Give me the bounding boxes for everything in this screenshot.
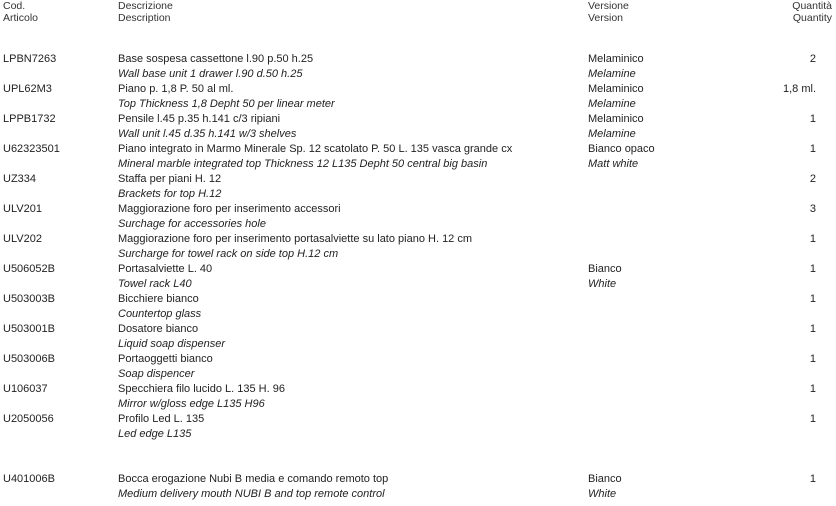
- header-version-en: Version: [588, 11, 624, 24]
- row-version: [588, 472, 622, 502]
- row-quantity: 3: [809, 203, 816, 215]
- header-quantity-en: Quantity: [792, 11, 832, 24]
- row-version-en: Melamine: [588, 68, 636, 80]
- row-version-en: Melamine: [588, 128, 636, 140]
- row-description: [118, 262, 212, 292]
- row-quantity: 1: [809, 143, 816, 155]
- row-code: UPL62M3: [3, 83, 52, 95]
- row-description-it: Piano integrato in Marmo Minerale Sp. 12 scatolato P. 50 L. 135 vasca grande cx: [118, 143, 513, 155]
- row-version-en: White: [588, 278, 617, 290]
- row-quantity: 2: [809, 173, 816, 185]
- row-version-en: White: [588, 488, 617, 500]
- row-code: LPBN7263: [3, 53, 57, 65]
- row-version: [588, 82, 644, 112]
- row-version-it: Melaminico: [588, 113, 644, 125]
- row-description-en: Soap dispencer: [118, 368, 195, 380]
- row-version-it: Bianco: [588, 263, 622, 275]
- row-description-en: Countertop glass: [118, 308, 202, 320]
- row-description: [118, 82, 335, 112]
- row-description-it: Profilo Led L. 135: [118, 413, 205, 425]
- row-code: U506052B: [3, 263, 55, 275]
- row-version: [588, 262, 622, 292]
- row-quantity: 1: [809, 323, 816, 335]
- header-code-it: Cod.: [3, 0, 26, 12]
- row-description-en: Led edge L135: [118, 428, 192, 440]
- row-description-en: Wall base unit 1 drawer l.90 d.50 h.25: [118, 68, 303, 80]
- row-description-it: Bicchiere bianco: [118, 293, 199, 305]
- row-code: LPPB1732: [3, 113, 56, 125]
- row-version-en: Matt white: [588, 158, 639, 170]
- row-description-en: Top Thickness 1,8 Depht 50 per linear meter: [118, 98, 335, 110]
- row-code: U503003B: [3, 293, 55, 305]
- header-version-it: Versione: [588, 0, 629, 12]
- row-description-en: Mirror w/gloss edge L135 H96: [118, 398, 265, 410]
- row-quantity: 1: [809, 263, 816, 275]
- row-description-en: Brackets for top H.12: [118, 188, 222, 200]
- row-quantity: 1: [809, 113, 816, 125]
- row-version-it: Melaminico: [588, 53, 644, 65]
- row-code: U106037: [3, 383, 48, 395]
- row-description-it: Dosatore bianco: [118, 323, 199, 335]
- row-description: [118, 172, 221, 202]
- row-description-it: Pensile l.45 p.35 h.141 c/3 ripiani: [118, 113, 281, 125]
- row-code: U503001B: [3, 323, 55, 335]
- row-description-it: Bocca erogazione Nubi B media e comando remoto top: [118, 473, 389, 485]
- row-description-en: Towel rack L40: [118, 278, 192, 290]
- row-description-en: Liquid soap dispenser: [118, 338, 226, 350]
- header-code-en: Articolo: [3, 11, 39, 24]
- row-description-it: Staffa per piani H. 12: [118, 173, 222, 185]
- row-description-en: Medium delivery mouth NUBI B and top remote control: [118, 488, 385, 500]
- row-version: [588, 142, 655, 172]
- header-quantity-it: Quantità: [792, 0, 832, 12]
- row-description-it: Maggiorazione foro per inserimento portasalviette su lato piano H. 12 cm: [118, 233, 473, 245]
- row-description: [118, 292, 201, 322]
- header-quantity: [792, 1, 832, 24]
- row-quantity: 1: [809, 233, 816, 245]
- row-description-it: Base sospesa cassettone l.90 p.50 h.25: [118, 53, 314, 65]
- row-description: [118, 202, 341, 232]
- row-description: [118, 352, 213, 382]
- row-description-en: Surcharge for towel rack on side top H.12 cm: [118, 248, 339, 260]
- row-description: [118, 322, 225, 352]
- row-quantity: 1: [809, 383, 816, 395]
- row-quantity: 1: [809, 353, 816, 365]
- row-description-en: Surchage for accessories hole: [118, 218, 266, 230]
- row-description-it: Specchiera filo lucido L. 135 H. 96: [118, 383, 285, 395]
- row-quantity: 2: [809, 53, 816, 65]
- row-description-it: Portaoggetti bianco: [118, 353, 213, 365]
- row-description: [118, 112, 296, 142]
- header-description-it: Descrizione: [118, 0, 173, 12]
- row-code: UZ334: [3, 173, 37, 185]
- row-description: [118, 232, 472, 262]
- row-quantity: 1: [809, 413, 816, 425]
- row-description-en: Mineral marble integrated top Thickness 12 L135 Depht 50 central big basin: [118, 158, 488, 170]
- row-description-it: Piano p. 1,8 P. 50 al ml.: [118, 83, 234, 95]
- row-description-en: Wall unit l.45 d.35 h.141 w/3 shelves: [118, 128, 297, 140]
- row-description-it: Maggiorazione foro per inserimento accessori: [118, 203, 341, 215]
- row-version-it: Bianco: [588, 473, 622, 485]
- row-description: [118, 412, 204, 442]
- row-code: U401006B: [3, 473, 55, 485]
- row-code: ULV202: [3, 233, 42, 245]
- row-description: [118, 382, 285, 412]
- header-description: [118, 1, 173, 24]
- row-description: [118, 52, 313, 82]
- row-code: ULV201: [3, 203, 42, 215]
- header-version: [588, 1, 629, 24]
- row-code: U503006B: [3, 353, 55, 365]
- row-description: [118, 472, 388, 502]
- row-version-it: Bianco opaco: [588, 143, 655, 155]
- header-code: [3, 1, 38, 24]
- header-description-en: Description: [118, 11, 171, 24]
- row-version: [588, 112, 644, 142]
- row-version: [588, 52, 644, 82]
- row-version-en: Melamine: [588, 98, 636, 110]
- row-description: [118, 142, 512, 172]
- row-quantity: 1: [809, 293, 816, 305]
- row-code: U2050056: [3, 413, 54, 425]
- row-quantity: 1,8 ml.: [782, 83, 816, 95]
- row-quantity: 1: [809, 473, 816, 485]
- row-code: U62323501: [3, 143, 60, 155]
- row-description-it: Portasalviette L. 40: [118, 263, 213, 275]
- row-version-it: Melaminico: [588, 83, 644, 95]
